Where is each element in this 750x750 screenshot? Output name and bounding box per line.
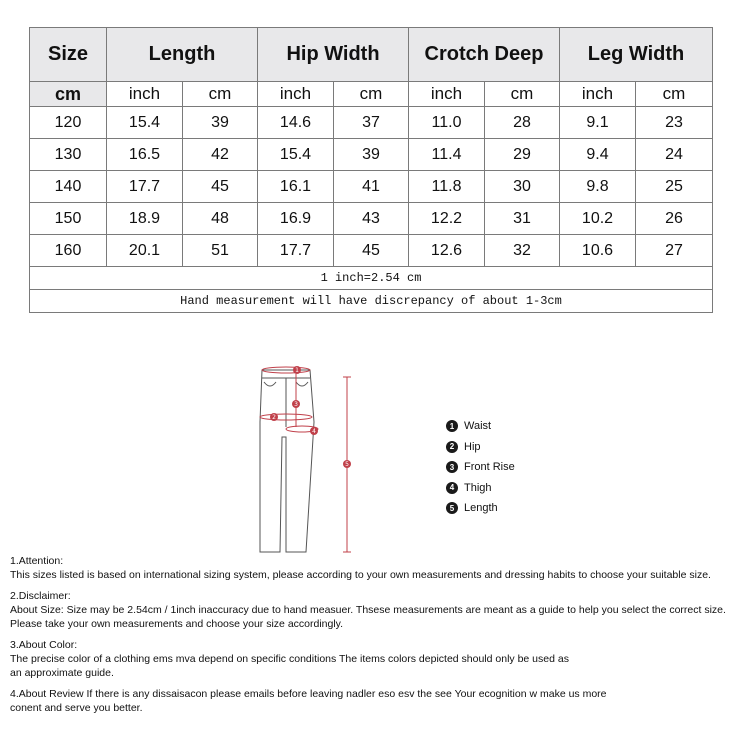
pants-outline: [260, 370, 314, 552]
legend-label: Thigh: [464, 481, 492, 494]
legend-label: Length: [464, 502, 498, 515]
table-cell: 16.9: [258, 203, 334, 235]
header-leg-width: Leg Width: [560, 28, 713, 82]
table-cell: 16.5: [107, 139, 183, 171]
unit-cell: cm: [334, 82, 409, 107]
number-5-icon: 5: [446, 502, 458, 514]
note-line: The precise color of a clothing ems mva depend on specific conditions The items colors depicted should only be used as: [10, 653, 569, 665]
legend-item-hip: [446, 437, 515, 458]
table-cell: 11.4: [409, 139, 485, 171]
table-row: [30, 235, 713, 267]
table-cell: 37: [334, 107, 409, 139]
size-cell: 140: [30, 171, 107, 203]
note-attention: [10, 554, 746, 582]
table-cell: 20.1: [107, 235, 183, 267]
size-cell: 150: [30, 203, 107, 235]
legend-item-length: [446, 498, 515, 519]
note-line: Please take your own measurements and choose your size accordingly.: [10, 618, 344, 630]
table-cell: 45: [334, 235, 409, 267]
table-cell: 18.9: [107, 203, 183, 235]
table-cell: 25: [636, 171, 713, 203]
marker-2-label: 2: [272, 414, 276, 421]
table-cell: 9.1: [560, 107, 636, 139]
table-cell: 41: [334, 171, 409, 203]
table-cell: 43: [334, 203, 409, 235]
note-disclaimer: [10, 589, 746, 631]
number-1-icon: 1: [446, 420, 458, 432]
note-about-color: [10, 638, 746, 680]
note-line: 4.About Review If there is any dissaisacon please emails before leaving nadler eso esv the see Your ecognition w make us more: [10, 688, 607, 700]
note-title: 1.Attention:: [10, 555, 64, 567]
discrepancy-note: Hand measurement will have discrepancy of about 1-3cm: [30, 290, 713, 313]
table-cell: 45: [183, 171, 258, 203]
table-cell: 24: [636, 139, 713, 171]
table-cell: 39: [334, 139, 409, 171]
table-row: [30, 139, 713, 171]
table-cell: 12.6: [409, 235, 485, 267]
table-cell: 10.2: [560, 203, 636, 235]
table-cell: 42: [183, 139, 258, 171]
marker-3-label: 3: [294, 401, 298, 408]
note-line: About Size: Size may be 2.54cm / 1inch inaccuracy due to hand measuer. Thsese measurements are meant as a guide to help you select the correct size.: [10, 604, 726, 616]
table-cell: 31: [485, 203, 560, 235]
table-cell: 30: [485, 171, 560, 203]
unit-cell: inch: [409, 82, 485, 107]
header-row: [30, 28, 713, 82]
table-cell: 15.4: [107, 107, 183, 139]
header-length: Length: [107, 28, 258, 82]
conversion-note: 1 inch=2.54 cm: [30, 267, 713, 290]
table-cell: 39: [183, 107, 258, 139]
unit-cell: cm: [183, 82, 258, 107]
table-cell: 28: [485, 107, 560, 139]
table-cell: 16.1: [258, 171, 334, 203]
notes-section: [10, 554, 746, 722]
number-3-icon: 3: [446, 461, 458, 473]
size-cell: 120: [30, 107, 107, 139]
marker-1-label: 1: [295, 367, 299, 374]
table-cell: 9.4: [560, 139, 636, 171]
note-title: 3.About Color:: [10, 639, 78, 651]
table-cell: 27: [636, 235, 713, 267]
note-title: 2.Disclaimer:: [10, 590, 71, 602]
table-cell: 48: [183, 203, 258, 235]
discrepancy-note-row: [30, 290, 713, 313]
table-row: [30, 107, 713, 139]
table-cell: 11.8: [409, 171, 485, 203]
size-chart-table: [29, 27, 713, 313]
conversion-note-row: [30, 267, 713, 290]
note-line: This sizes listed is based on international sizing system, please according to your own measurements and dressing habits to choose your suitable size.: [10, 569, 711, 581]
marker-4-label: 4: [312, 428, 316, 435]
unit-cell: inch: [258, 82, 334, 107]
table-cell: 9.8: [560, 171, 636, 203]
unit-cell: inch: [107, 82, 183, 107]
pants-measurement-diagram: [252, 362, 362, 557]
table-row: [30, 203, 713, 235]
table-cell: 23: [636, 107, 713, 139]
legend-label: Front Rise: [464, 461, 515, 474]
pocket-right: [296, 382, 308, 386]
pocket-left: [264, 382, 276, 386]
note-line: an approximate guide.: [10, 667, 114, 679]
table-cell: 17.7: [258, 235, 334, 267]
legend-item-thigh: [446, 478, 515, 499]
size-cell: 160: [30, 235, 107, 267]
table-cell: 26: [636, 203, 713, 235]
table-cell: 12.2: [409, 203, 485, 235]
table-cell: 15.4: [258, 139, 334, 171]
header-size: Size: [30, 28, 107, 82]
legend-label: Waist: [464, 420, 492, 433]
table-cell: 32: [485, 235, 560, 267]
unit-cell: cm: [485, 82, 560, 107]
unit-row: [30, 82, 713, 107]
unit-cell: cm: [636, 82, 713, 107]
note-line: conent and serve you better.: [10, 702, 143, 714]
legend-item-front-rise: [446, 457, 515, 478]
note-about-review: [10, 687, 746, 715]
table-cell: 29: [485, 139, 560, 171]
table-cell: 14.6: [258, 107, 334, 139]
size-cell: 130: [30, 139, 107, 171]
unit-cell: inch: [560, 82, 636, 107]
table-cell: 51: [183, 235, 258, 267]
table-cell: 10.6: [560, 235, 636, 267]
measurement-legend: [446, 416, 515, 519]
legend-item-waist: [446, 416, 515, 437]
unit-size-cm: cm: [30, 82, 107, 107]
number-4-icon: 4: [446, 482, 458, 494]
header-crotch-deep: Crotch Deep: [409, 28, 560, 82]
marker-5-label: 5: [345, 461, 349, 468]
table-row: [30, 171, 713, 203]
table-cell: 11.0: [409, 107, 485, 139]
legend-label: Hip: [464, 440, 481, 453]
header-hip-width: Hip Width: [258, 28, 409, 82]
table-cell: 17.7: [107, 171, 183, 203]
number-2-icon: 2: [446, 441, 458, 453]
